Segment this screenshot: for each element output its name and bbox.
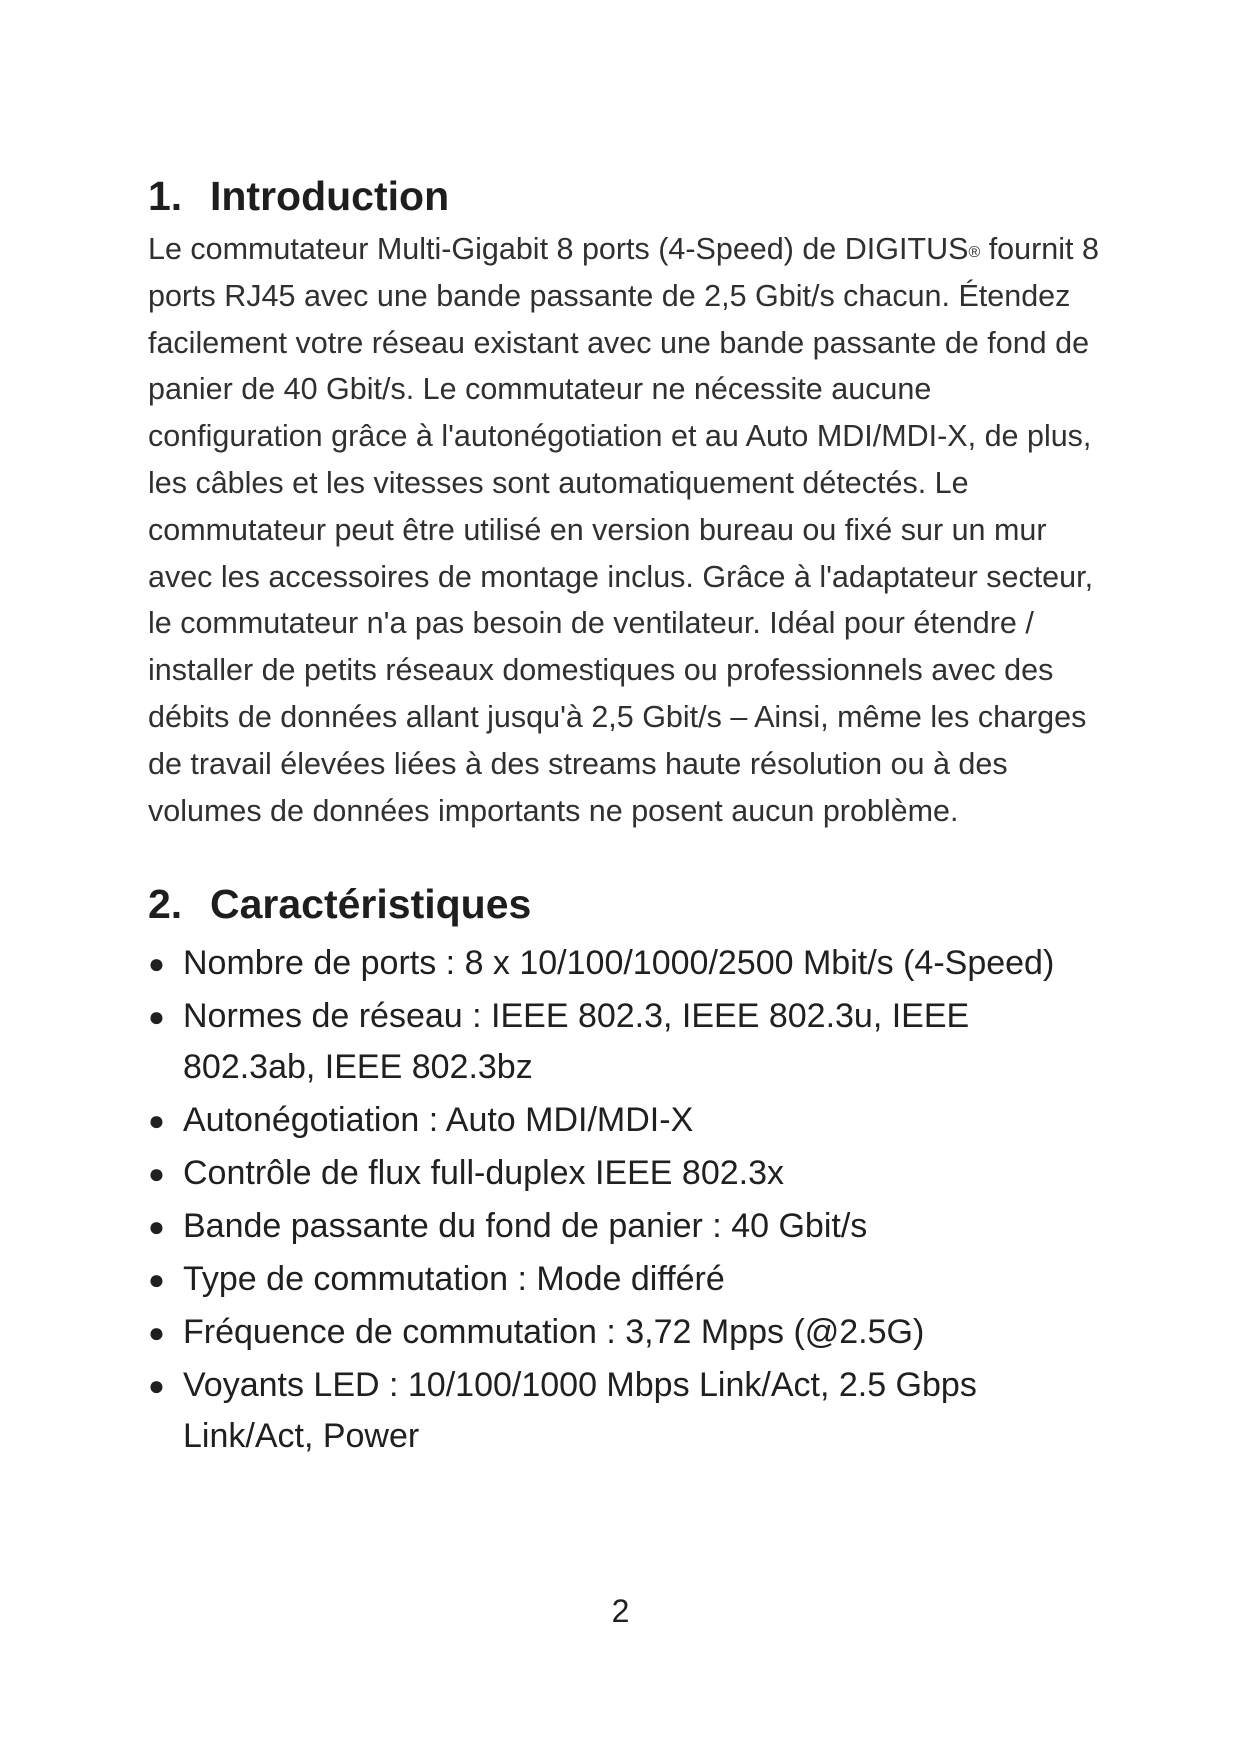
list-item [148, 1095, 1108, 1146]
document-page [148, 168, 1108, 1464]
bullet-icon: ● [148, 1001, 165, 1033]
section-number: 2. [148, 881, 183, 928]
feature-text: Bande passante du fond de panier : 40 Gbit/s [183, 1207, 868, 1246]
list-item [148, 938, 1108, 989]
bullet-icon: ● [148, 1370, 165, 1402]
feature-text: Contrôle de flux full-duplex IEEE 802.3x [183, 1154, 785, 1193]
bullet-icon: ● [148, 1158, 165, 1190]
feature-text: Autonégotiation : Auto MDI/MDI-X [183, 1101, 694, 1140]
feature-text: Type de commutation : Mode différé [183, 1260, 725, 1299]
bullet-icon: ● [148, 1211, 165, 1243]
section-heading [148, 168, 1108, 224]
section-number: 1. [148, 173, 183, 219]
intro-lead-text: Le commutateur Multi-Gigabit 8 ports (4-Speed) de DIGITUS [148, 232, 969, 266]
intro-body-text: fournit 8 ports RJ45 avec une bande passante de 2,5 Gbit/s chacun. Étendez facilement votre réseau existant avec une bande passante de fond de panier de 40 Gbit/s. Le commutateur ne nécessite aucune configuration grâce à l'autonégotiation et au Auto MDI/MDI-X, de plus, les câbles et les vitesses sont automatiquement détectés. Le commutateur peut être utilisé en version bureau ou fixé sur un mur avec les accessoires de montage inclus. Grâce à l'adaptateur secteur, le commutateur n'a pas besoin de ventilateur. Idéal pour étendre / installer de petits réseaux domestiques ou professionnels avec des débits de données allant jusqu'à 2,5 Gbit/s – Ainsi, même les charges de travail élevées liées à des streams haute résolution ou à des volumes de données importants ne posent aucun problème. [148, 232, 1099, 828]
list-item [148, 1254, 1108, 1305]
feature-text: Normes de réseau : IEEE 802.3, IEEE 802.3u, IEEE 802.3ab, IEEE 802.3bz [183, 997, 970, 1087]
section-heading [148, 876, 1108, 932]
section-features [148, 876, 1108, 1462]
page-number: 2 [611, 1593, 630, 1629]
bullet-icon: ● [148, 1317, 165, 1349]
feature-text: Fréquence de commutation : 3,72 Mpps (@2.5G) [183, 1313, 925, 1352]
section-title: Introduction [210, 173, 450, 219]
bullet-icon: ● [148, 948, 165, 980]
features-list [148, 938, 1108, 1462]
feature-text: Nombre de ports : 8 x 10/100/1000/2500 Mbit/s (4-Speed) [183, 944, 1055, 983]
registered-trademark-mark: ® [968, 244, 981, 261]
list-item [148, 1307, 1108, 1358]
list-item [148, 991, 1108, 1093]
feature-text: Voyants LED : 10/100/1000 Mbps Link/Act, 2.5 Gbps Link/Act, Power [183, 1366, 977, 1456]
section-title: Caractéristiques [210, 881, 532, 928]
section-introduction [148, 168, 1108, 834]
list-item [148, 1360, 1108, 1462]
bullet-icon: ● [148, 1264, 165, 1296]
list-item [148, 1201, 1108, 1252]
bullet-icon: ● [148, 1105, 165, 1137]
intro-paragraph [148, 226, 1108, 834]
list-item [148, 1148, 1108, 1199]
